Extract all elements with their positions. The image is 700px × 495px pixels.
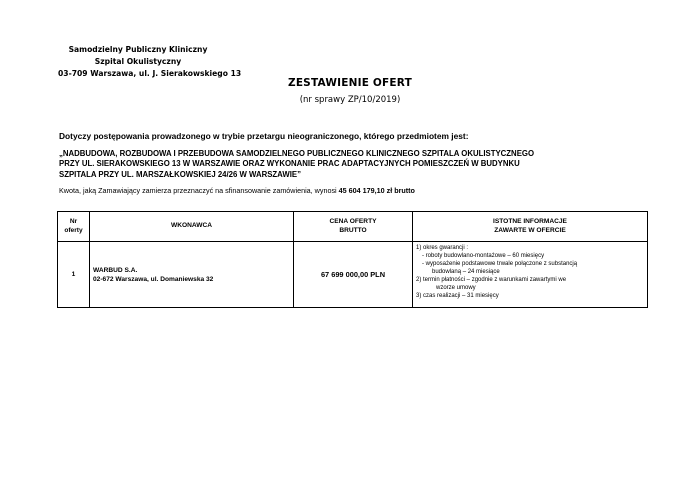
budget-text: Kwota, jaką Zamawiający zamierza przeznaczyć na sfinansowanie zamówienia, wynosi <box>59 186 337 195</box>
header-label: oferty <box>64 226 83 234</box>
header-contractor: WKONAWCA <box>90 212 294 242</box>
contractor-address: 02-672 Warszawa, ul. Domaniewska 32 <box>93 275 214 283</box>
concerns-text: Dotyczy postępowania prowadzonego w trybie przetargu nieograniczonego, którego przedmiotem jest: <box>59 131 469 141</box>
info-line: - roboty budowlano-montażowe – 60 miesięcy <box>422 253 545 259</box>
offers-table <box>57 211 648 308</box>
table-header-row <box>58 212 648 242</box>
info-line: budowlaną – 24 miesiące <box>432 269 500 275</box>
offer-price: 67 699 000,00 PLN <box>294 242 413 308</box>
document-title: ZESTAWIENIE OFERT <box>288 77 412 89</box>
institution-subname: Szpital Okulistyczny <box>94 57 182 66</box>
info-line: 3) czas realizacji – 31 miesięcy <box>416 293 499 299</box>
contractor-cell <box>90 242 294 308</box>
institution-header <box>58 44 242 80</box>
budget-statement <box>59 186 415 195</box>
info-line: wzorze umowy <box>436 285 476 291</box>
table-row <box>58 242 648 308</box>
contractor-name: WARBUD S.A. <box>93 266 138 274</box>
header-offer-number <box>58 212 90 242</box>
header-price <box>294 212 413 242</box>
institution-name: Samodzielny Publiczny Kliniczny <box>68 45 208 54</box>
info-line: 1) okres gwarancji : <box>416 245 469 251</box>
header-label: BRUTTO <box>339 226 367 234</box>
institution-address: 03-709 Warszawa, ul. J. Sierakowskiego 13 <box>58 69 242 78</box>
subject-line: SZPITALA PRZY UL. MARSZAŁKOWSKIEJ 24/26 W WARSZAWIE” <box>59 169 302 179</box>
header-label: Nr <box>69 218 78 225</box>
subject-line: PRZY UL. SIERAKOWSKIEGO 13 W WARSZAWIE ORAZ WYKONANIE PRAC ADAPTACYJNYCH POMIESZCZEŃ W BUDYNKU <box>59 159 520 169</box>
offer-number: 1 <box>58 242 90 308</box>
header-key-info <box>413 212 648 242</box>
procurement-subject <box>59 149 619 180</box>
header-label: ISTOTNE INFORMACJE <box>493 218 567 225</box>
info-line: 2) termin płatności – zgodnie z warunkami zawartymi we <box>416 277 567 283</box>
subject-line: „NADBUDOWA, ROZBUDOWA I PRZEBUDOWA SAMODZIELNEGO PUBLICZNEGO KLINICZNEGO SZPITALA OKULISTYCZNEGO <box>59 149 535 158</box>
header-label: ZAWARTE W OFERCIE <box>494 226 566 234</box>
header-label: CENA OFERTY <box>329 218 377 225</box>
key-info-cell <box>413 242 648 308</box>
case-number: (nr sprawy ZP/10/2019) <box>299 95 401 105</box>
budget-amount: 45 604 179,10 zł brutto <box>338 186 415 195</box>
info-line: - wyposażenie podstawowe trwale połączone z substancją <box>422 261 578 267</box>
